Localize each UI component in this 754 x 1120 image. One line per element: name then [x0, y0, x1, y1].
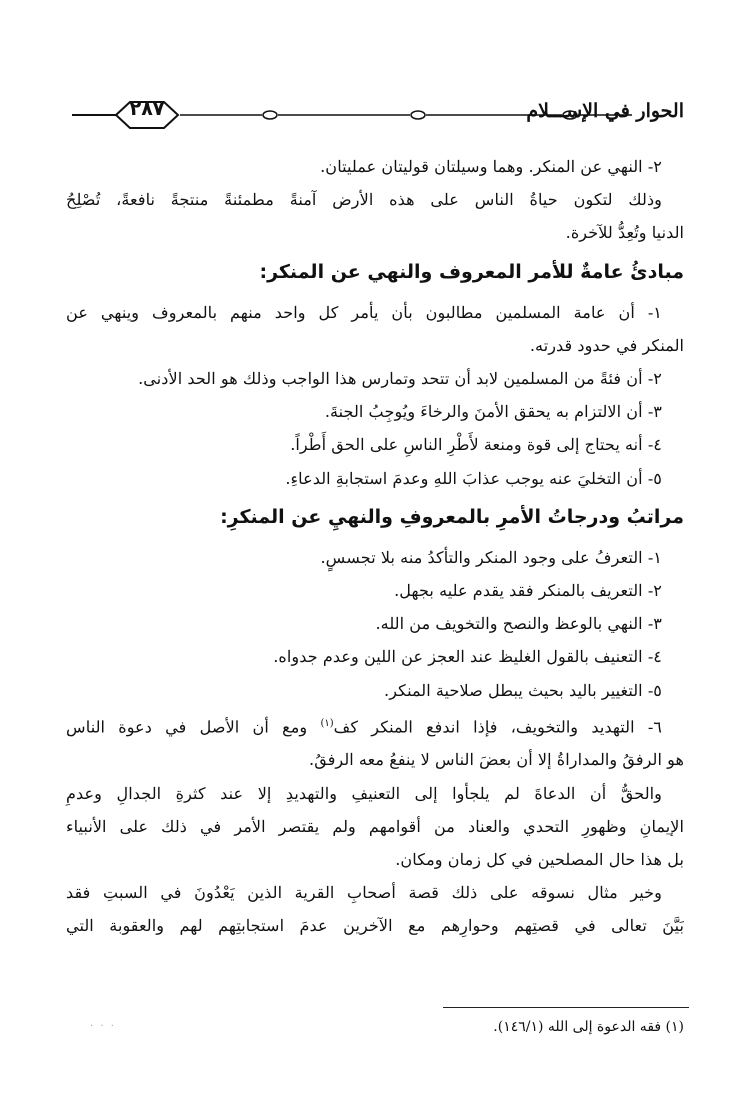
main-text: [66, 150, 684, 943]
list-item: ١- التعرفُ على وجود المنكر والتأكدُ منه بلا تجسسٍ.: [320, 547, 662, 567]
list-item: ٢- أن فئةً من المسلمين لابد أن تتحد وتمارس هذا الواجب وذلك هو الحد الأدنى.: [138, 369, 662, 389]
list-item: [66, 707, 684, 744]
list-item: ٤- أنه يحتاج إلى قوة ومنعة لأَطْرِ الناسِ على الحق أَطْراً.: [290, 435, 662, 455]
page-number: ٢٨٧: [129, 98, 165, 120]
paragraph: وذلك لتكون حياةُ الناس على هذه الأرض آمنةً مطمئنةً منتجةً نافعةً، تُصْلِحُ: [66, 190, 662, 210]
list-item: ٤- التعنيف بالقول الغليظ عند العجز عن اللين وعدم جدواه.: [273, 647, 662, 667]
paragraph: بل هذا حال المصلحين في كل زمان ومكان.: [395, 850, 684, 870]
paragraph: بَيَّنَ تعالى في قصتِهم وحوارِهم مع الآخرين عدمَ استجابتِهم لهم والعقوبة التي: [66, 916, 684, 936]
paragraph: الإيمانِ وظهورِ التحدي والعناد من أقوامهم ولم يقتصر الأمر في ذلك على الأنبياء: [66, 816, 684, 836]
paragraph: الدنيا وتُعِدُّ للآخرة.: [565, 223, 684, 243]
list-item-text: ٦- التهديد والتخويف، فإذا اندفع المنكر كف: [333, 717, 662, 737]
list-item: ٢- التعريف بالمنكر فقد يقدم عليه بجهل.: [394, 581, 662, 601]
list-item: ٣- النهي بالوعظ والنصح والتخويف من الله.: [375, 614, 662, 634]
list-item-text: ومع أن الأصل في دعوة الناس: [66, 717, 321, 737]
paragraph: والحقُّ أن الدعاةَ لم يلجأوا إلى التعنيفِ والتهديدِ إلا عند كثرةِ الجدالِ وعدمِ: [66, 783, 662, 803]
paragraph: ٢- النهي عن المنكر. وهما وسيلتان قوليتان عمليتان.: [320, 157, 662, 176]
paragraph: وخير مثال نسوقه على ذلك قصة أصحابِ القرية الذين يَعْدُونَ في السبتِ فقد: [66, 883, 662, 903]
list-item-continuation: المنكر في حدود قدرته.: [529, 335, 684, 355]
section-heading: مبادئُ عامةٌ للأمر المعروف والنهي عن المنكر:: [259, 260, 684, 283]
footnote-divider: [443, 1007, 689, 1008]
list-item: ٥- التغيير باليد بحيث يبطل صلاحية المنكر.: [384, 680, 662, 700]
running-header: [72, 94, 684, 134]
section-heading: مراتبُ ودرجاتُ الأمرِ بالمعروفِ والنهيِ عن المنكرِ:: [220, 505, 684, 528]
list-item: ١- أن عامة المسلمين مطالبون بأن يأمر كل واحد منهم بالمعروف وينهي عن: [66, 302, 662, 322]
running-title: الحوار في الإســـلام: [526, 100, 684, 122]
footnote-reference: (١): [320, 717, 334, 729]
footnote: (١) فقه الدعوة إلى الله (١٤٦/١).: [493, 1019, 684, 1035]
scan-speck: · · ·: [90, 1021, 116, 1032]
list-item: ٣- أن الالتزام به يحقق الأمنَ والرخاءَ ويُوجِبُ الجنةَ.: [324, 402, 662, 422]
list-item: ٥- أن التخليَ عنه يوجب عذابَ اللهِ وعدمَ استجابةِ الدعاءِ.: [285, 468, 662, 488]
list-item-continuation: هو الرفقُ والمداراةُ إلا أن بعضَ الناس لا ينفعُ معه الرفقُ.: [309, 750, 684, 770]
